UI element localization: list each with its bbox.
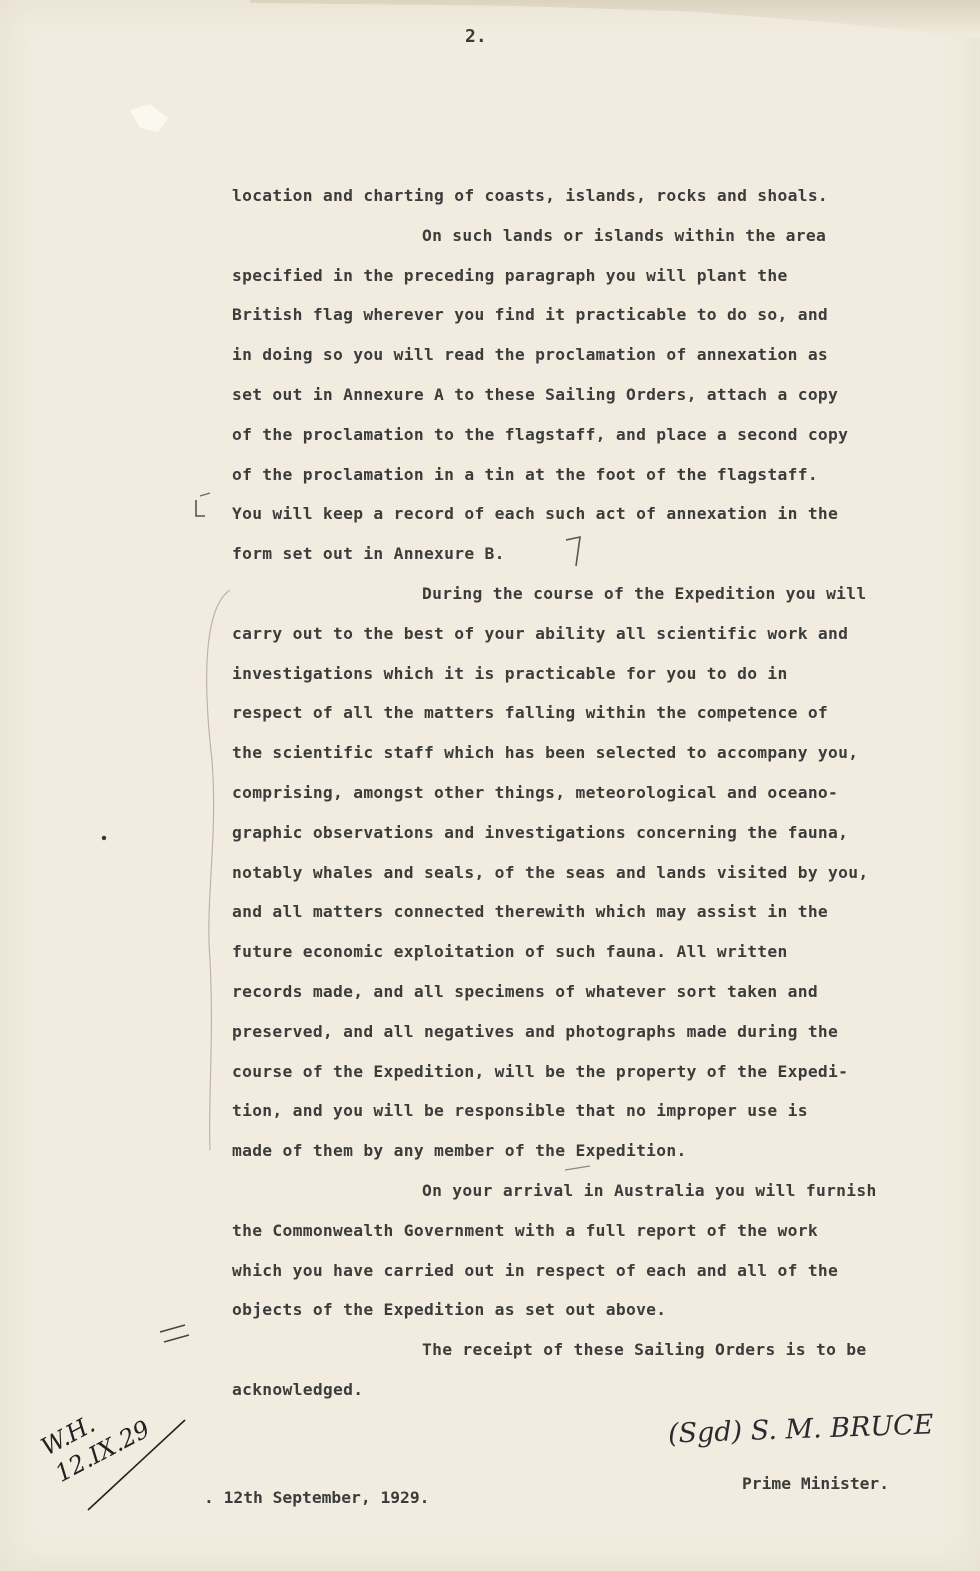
text-line: future economic exploitation of such fauna. All written	[232, 942, 788, 962]
ink-dot	[102, 836, 106, 840]
text-line: notably whales and seals, of the seas and lands visited by you,	[232, 862, 869, 882]
document-date: . 12th September, 1929.	[204, 1488, 430, 1507]
margin-initials	[36, 1398, 200, 1538]
left-bracket-mark	[196, 500, 205, 516]
text-line: acknowledged.	[232, 1379, 364, 1399]
text-line: British flag wherever you find it practicable to do so, and	[232, 305, 829, 325]
text-line: On your arrival in Australia you will furnish	[422, 1180, 877, 1200]
initials-handwriting: W.H. 12.IX.29	[36, 1409, 155, 1488]
text-line: The receipt of these Sailing Orders is to be	[422, 1340, 867, 1360]
text-line: preserved, and all negatives and photographs made during the	[232, 1021, 839, 1041]
text-line: investigations which it is practicable for you to do in	[232, 663, 788, 683]
text-line: of the proclamation in a tin at the foot of the flagstaff.	[232, 464, 818, 484]
text-line: in doing so you will read the proclamation of annexation as	[232, 345, 829, 365]
text-line: and all matters connected therewith which may assist in the	[232, 902, 829, 922]
text-line: set out in Annexure A to these Sailing Orders, attach a copy	[232, 384, 839, 404]
text-line: form set out in Annexure B.	[232, 544, 505, 564]
text-line: which you have carried out in respect of each and all of the	[232, 1260, 839, 1280]
text-line: comprising, amongst other things, meteorological and oceano-	[232, 782, 839, 802]
text-line: the Commonwealth Government with a full report of the work	[232, 1220, 818, 1240]
double-stroke-mark	[160, 1325, 189, 1342]
tick-mark	[200, 493, 210, 496]
text-line: made of them by any member of the Expedition.	[232, 1141, 687, 1161]
signature-block	[660, 1410, 960, 1520]
text-line: the scientific staff which has been selected to accompany you,	[232, 743, 859, 763]
text-line: of the proclamation to the flagstaff, and place a second copy	[232, 424, 849, 444]
text-line: course of the Expedition, will be the property of the Expedi-	[232, 1061, 849, 1081]
letter-body	[232, 176, 967, 1410]
paper-blemish	[130, 104, 168, 132]
text-line: graphic observations and investigations concerning the fauna,	[232, 822, 849, 842]
text-line: tion, and you will be responsible that no improper use is	[232, 1101, 808, 1121]
text-line: respect of all the matters falling within the competence of	[232, 703, 829, 723]
margin-line	[207, 590, 230, 1150]
torn-top-edge	[250, 0, 980, 38]
signatory-title: Prime Minister.	[742, 1474, 890, 1493]
page-number: 2.	[465, 26, 487, 47]
text-line: records made, and all specimens of whatever sort taken and	[232, 981, 818, 1001]
text-line: On such lands or islands within the area	[422, 225, 827, 245]
text-line: objects of the Expedition as set out above.	[232, 1300, 667, 1320]
text-line: location and charting of coasts, islands, rocks and shoals.	[232, 186, 829, 205]
text-line: During the course of the Expedition you will	[422, 583, 867, 603]
text-line: You will keep a record of each such act of annexation in the	[232, 504, 839, 524]
text-line: carry out to the best of your ability all scientific work and	[232, 623, 849, 643]
text-line: specified in the preceding paragraph you will plant the	[232, 265, 788, 285]
handwritten-signature: (Sgd) S. M. BRUCE	[667, 1409, 934, 1450]
